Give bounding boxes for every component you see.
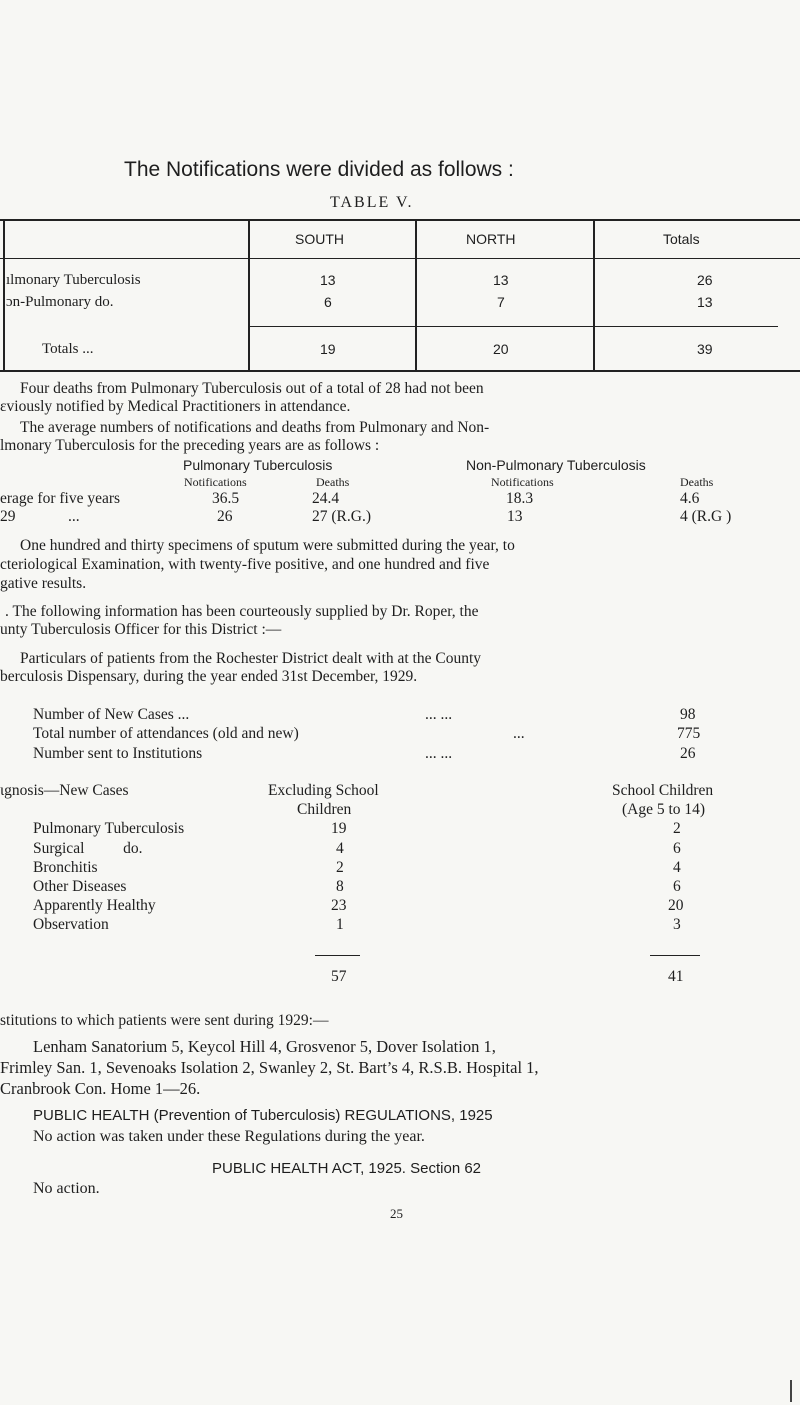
diag-c2-other: 6: [673, 878, 681, 895]
diag-c2-observation: 3: [673, 916, 681, 933]
cell-south-totals: 19: [320, 341, 336, 357]
diag-c1-surgical: 4: [336, 840, 344, 857]
diag-label-pulmonary: Pulmonary Tuberculosis: [33, 820, 185, 837]
diagnosis-col1-header-2: Children: [297, 801, 352, 818]
count-label-attendances: Total number of attendances (old and new): [33, 725, 299, 742]
cell-total-totals: 39: [697, 341, 713, 357]
col-header-totals: Totals: [663, 231, 700, 247]
row-label-pulmonary: ılmonary Tuberculosis: [6, 272, 141, 288]
avg-row2-p-deaths: 27 (R.G.): [312, 508, 371, 525]
para1-line1: Four deaths from Pulmonary Tuberculosis out of a total of 28 had not been: [20, 380, 484, 397]
cell-north-pulmonary: 13: [493, 272, 509, 288]
col-header-north: NORTH: [466, 231, 516, 247]
diag-c1-observation: 1: [336, 916, 344, 933]
avg-row2-dots: ...: [68, 508, 80, 525]
avg-p-notifications-label: Notifications: [184, 475, 247, 489]
diag-c1-healthy: 23: [331, 897, 347, 914]
diag-c2-healthy: 20: [668, 897, 684, 914]
para1-line2: ɛviously notified by Medical Practitioners in attendance.: [0, 398, 351, 415]
table-totals-rule: [248, 326, 778, 327]
act-text: No action.: [33, 1180, 100, 1197]
institutions-line1: Lenham Sanatorium 5, Keycol Hill 4, Grosvenor 5, Dover Isolation 1,: [33, 1037, 496, 1056]
table-top-rule: [0, 219, 800, 221]
page-number: 25: [390, 1206, 403, 1221]
table-bottom-rule: [0, 370, 800, 372]
table-title: TABLE V.: [330, 194, 414, 211]
diag-label-bronchitis: Bronchitis: [33, 859, 98, 876]
institutions-line2: Frimley San. 1, Sevenoaks Isolation 2, Swanley 2, St. Bart’s 4, R.S.B. Hospital 1,: [0, 1058, 539, 1077]
diag-label-observation: Observation: [33, 916, 109, 933]
avg-row2-p-notif: 26: [217, 508, 233, 525]
avg-n-deaths-label: Deaths: [680, 475, 714, 489]
para4-line1: . The following information has been courteously supplied by Dr. Roper, the: [5, 603, 479, 620]
count-value-attendances: 775: [677, 725, 701, 742]
diagnosis-col2-header-1: School Children: [612, 782, 714, 799]
avg-row1-label: erage for five years: [0, 490, 121, 507]
avg-row2-n-deaths: 4 (R.G ): [680, 508, 732, 525]
avg-row1-p-deaths: 24.4: [312, 490, 340, 507]
para3-line1: One hundred and thirty specimens of sputum were submitted during the year, to: [20, 537, 515, 554]
avg-pulmonary-header: Pulmonary Tuberculosis: [183, 457, 333, 473]
diagnosis-col1-header-1: Excluding School: [268, 782, 379, 799]
para4-line2: unty Tuberculosis Officer for this District :—: [0, 621, 282, 638]
avg-row1-n-deaths: 4.6: [680, 490, 700, 507]
diag-c1-pulmonary: 19: [331, 820, 347, 837]
institutions-intro: stitutions to which patients were sent during 1929:—: [0, 1012, 329, 1029]
diag-c1-bronchitis: 2: [336, 859, 344, 876]
diag-c1-other: 8: [336, 878, 344, 895]
count-dots-new-cases: ... ...: [425, 706, 453, 723]
col-header-south: SOUTH: [295, 231, 344, 247]
cell-south-nonpulmonary: 6: [324, 294, 332, 310]
cell-total-pulmonary: 26: [697, 272, 713, 288]
para2-line1: The average numbers of notifications and deaths from Pulmonary and Non-: [20, 419, 490, 436]
table-header-rule: [0, 258, 800, 259]
table-col-divider-3: [593, 219, 595, 371]
para2-line2: lmonary Tuberculosis for the preceding years are as follows :: [0, 437, 380, 454]
avg-n-notifications-label: Notifications: [491, 475, 554, 489]
diag-c2-total: 41: [668, 968, 684, 985]
para5-line1: Particulars of patients from the Rochester District dealt with at the County: [20, 650, 482, 667]
avg-row2-n-notif: 13: [507, 508, 523, 525]
diag-label-surgical: Surgical do.: [33, 840, 143, 857]
avg-p-deaths-label: Deaths: [316, 475, 350, 489]
diag-c2-bronchitis: 4: [673, 859, 681, 876]
avg-row1-p-notif: 36.5: [212, 490, 240, 507]
row-label-nonpulmonary: ɔn-Pulmonary do.: [6, 294, 114, 310]
avg-row2-label: 29: [0, 508, 16, 525]
avg-row1-n-notif: 18.3: [506, 490, 534, 507]
institutions-line3: Cranbrook Con. Home 1—26.: [0, 1079, 201, 1098]
scan-edge-mark: [790, 1380, 792, 1402]
diag-c2-pulmonary: 2: [673, 820, 681, 837]
count-value-institutions: 26: [680, 745, 696, 762]
act-heading: PUBLIC HEALTH ACT, 1925. Section 62: [212, 1160, 482, 1177]
para3-line3: gative results.: [0, 575, 87, 592]
avg-nonpulmonary-header: Non-Pulmonary Tuberculosis: [466, 457, 646, 473]
table-left-edge: [3, 219, 5, 371]
diagnosis-title: ɩgnosis—New Cases: [0, 782, 129, 799]
para3-line2: cteriological Examination, with twenty-five positive, and one hundred and five: [0, 556, 490, 573]
count-dots-institutions: ... ...: [425, 745, 453, 762]
diag-label-healthy: Apparently Healthy: [33, 897, 156, 914]
para5-line2: berculosis Dispensary, during the year ended 31st December, 1929.: [0, 668, 418, 685]
cell-north-nonpulmonary: 7: [497, 294, 505, 310]
cell-south-pulmonary: 13: [320, 272, 336, 288]
count-dots-attendances: ...: [513, 725, 525, 742]
section-heading: The Notifications were divided as follows :: [124, 158, 514, 181]
cell-total-nonpulmonary: 13: [697, 294, 713, 310]
diag-c1-sum-rule: [315, 955, 360, 956]
diag-label-other: Other Diseases: [33, 878, 127, 895]
count-label-institutions: Number sent to Institutions: [33, 745, 203, 762]
table-col-divider-1: [248, 219, 250, 371]
count-value-new-cases: 98: [680, 706, 696, 723]
diag-c2-sum-rule: [650, 955, 700, 956]
row-label-totals: Totals ...: [42, 341, 94, 357]
cell-north-totals: 20: [493, 341, 509, 357]
table-col-divider-2: [415, 219, 417, 371]
diag-c2-surgical: 6: [673, 840, 681, 857]
diagnosis-col2-header-2: (Age 5 to 14): [622, 801, 706, 818]
diag-c1-total: 57: [331, 968, 347, 985]
count-label-new-cases: Number of New Cases ...: [33, 706, 190, 723]
regulations-text: No action was taken under these Regulations during the year.: [33, 1128, 425, 1145]
regulations-heading: PUBLIC HEALTH (Prevention of Tuberculosis) REGULATIONS, 1925: [33, 1107, 493, 1124]
